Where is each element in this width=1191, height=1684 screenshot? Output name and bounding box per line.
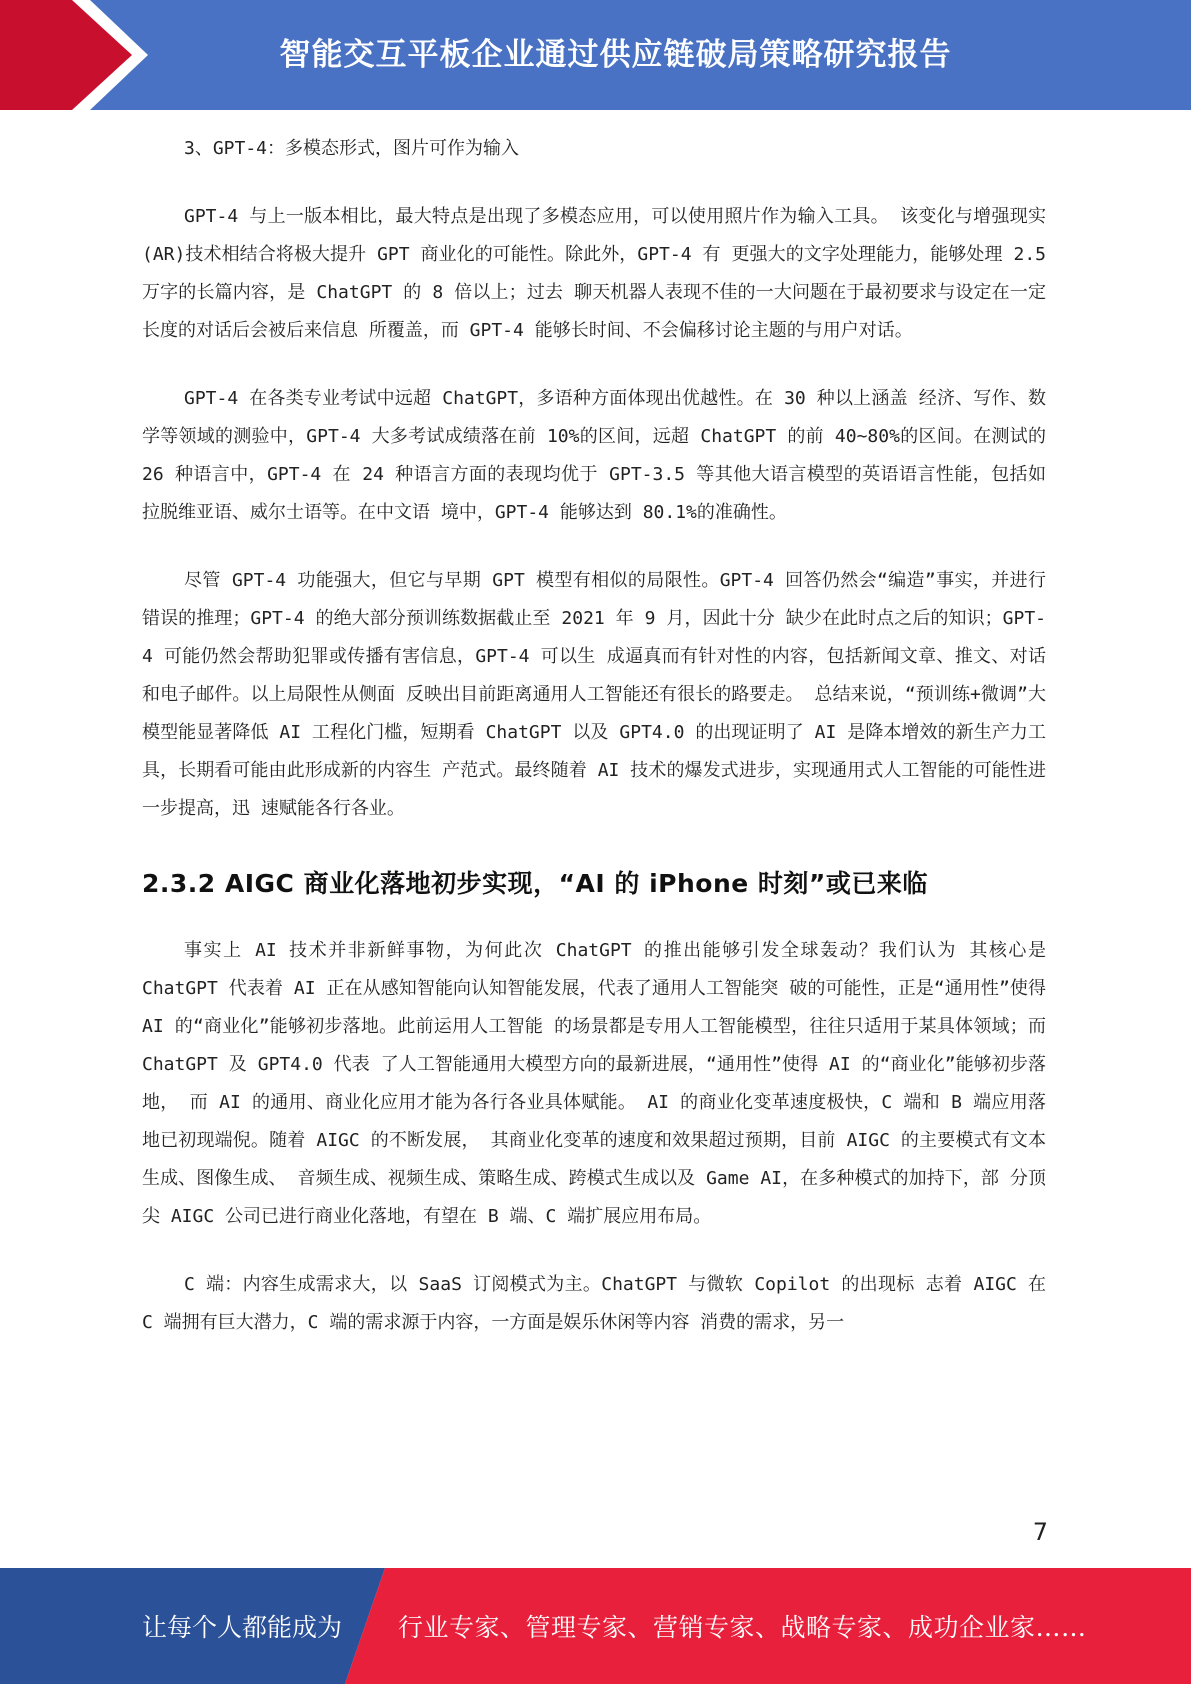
paragraph-gpt4-exams: GPT-4 在各类专业考试中远超 ChatGPT，多语种方面体现出优越性。在 30 种以上涵盖 经济、写作、数学等领域的测验中，GPT-4 大多考试成绩落在前 10%的区间，远超 ChatGPT 的前 40~80%的区间。在测试的 26 种语言中，GPT-4 在 24 种语言方面的表现均优于 GPT-3.5 等其他大语言模型的英语语言性能，包括如拉脱维亚语、威尔士语等。在中文语 境中，GPT-4 能够达到 80.1%的准确性。 bbox=[142, 388, 1046, 523]
page-number: 7 bbox=[1032, 1518, 1048, 1546]
paragraph-aigc-commercialization: 事实上 AI 技术并非新鲜事物，为何此次 ChatGPT 的推出能够引发全球轰动？我们认为 其核心是 ChatGPT 代表着 AI 正在从感知智能向认知智能发展，代表了通用人工智能突 破的可能性，正是“通用性”使得 AI 的“商业化”能够初步落地。此前运用人工智能 的场景都是专用人工智能模型，往往只适用于某具体领域；而 ChatGPT 及 GPT4.0 代表 了人工智能通用大模型方向的最新进展，“通用性”使得 AI 的“商业化”能够初步落地， 而 AI 的通用、商业化应用才能为各行各业具体赋能。 AI 的商业化变革速度极快，C 端和 B 端应用落地已初现端倪。随着 AIGC 的不断发展， 其商业化变革的速度和效果超过预期，目前 AIGC 的主要模式有文本生成、图像生成、 音频生成、视频生成、策略生成、跨模式生成以及 Game AI，在多种模式的加持下，部 分顶尖 AIGC 公司已进行商业化落地，有望在 B 端、C 端扩展应用布局。 bbox=[142, 940, 1046, 1227]
section-heading: 2.3.2 AIGC 商业化落地初步实现，“AI 的 iPhone 时刻”或已来临 bbox=[142, 869, 928, 898]
document-body bbox=[142, 130, 1046, 1342]
footer-slogan-right: 行业专家、管理专家、营销专家、战略专家、成功企业家…… bbox=[398, 1613, 1087, 1642]
paragraph-gpt4-limitations: 尽管 GPT-4 功能强大，但它与早期 GPT 模型有相似的局限性。GPT-4 回答仍然会“编造”事实，并进行错误的推理；GPT-4 的绝大部分预训练数据截止至 2021 年 9 月，因此十分 缺少在此时点之后的知识；GPT-4 可能仍然会帮助犯罪或传播有害信息，GPT-4 可以生 成逼真而有针对性的内容，包括新闻文章、推文、对话和电子邮件。以上局限性从侧面 反映出目前距离通用人工智能还有很长的路要走。 总结来说，“预训练+微调”大模型能显著降低 AI 工程化门槛，短期看 ChatGPT 以及 GPT4.0 的出现证明了 AI 是降本增效的新生产力工具，长期看可能由此形成新的内容生 产范式。最终随着 AI 技术的爆发式进步，实现通用式人工智能的可能性进一步提高，迅 速赋能各行各业。 bbox=[142, 570, 1046, 819]
page-header bbox=[0, 0, 1191, 110]
footer-slogan-left: 让每个人都能成为 bbox=[142, 1613, 343, 1642]
report-title: 智能交互平板企业通过供应链破局策略研究报告 bbox=[279, 37, 952, 73]
paragraph-gpt4-multimodal: GPT-4 与上一版本相比，最大特点是出现了多模态应用，可以使用照片作为输入工具。 该变化与增强现实(AR)技术相结合将极大提升 GPT 商业化的可能性。除此外，GPT-4 有 更强大的文字处理能力，能够处理 2.5 万字的长篇内容，是 ChatGPT 的 8 倍以上；过去 聊天机器人表现不佳的一大问题在于最初要求与设定在一定长度的对话后会被后来信息 所覆盖，而 GPT-4 能够长时间、不会偏移讨论主题的与用户对话。 bbox=[142, 206, 1046, 341]
paragraph-c-end: C 端：内容生成需求大，以 SaaS 订阅模式为主。ChatGPT 与微软 Copilot 的出现标 志着 AIGC 在 C 端拥有巨大潜力，C 端的需求源于内容，一方面是娱乐休闲等内容 消费的需求，另一 bbox=[142, 1274, 1046, 1333]
intro-line: 3、GPT-4：多模态形式，图片可作为输入 bbox=[184, 138, 520, 159]
page-footer bbox=[0, 1568, 1191, 1684]
